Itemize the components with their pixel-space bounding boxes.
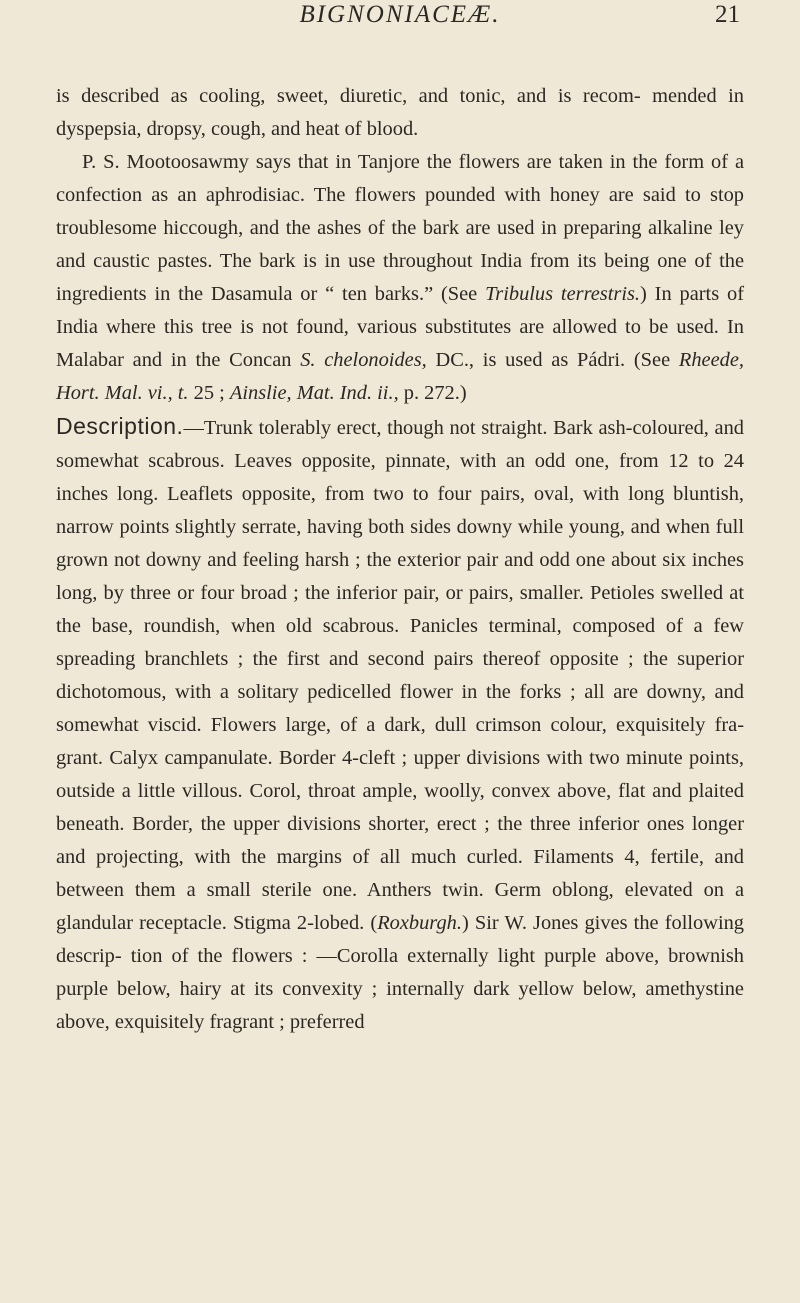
reference-chelonoides: S. chelonoides,	[300, 349, 427, 371]
paragraph-2	[56, 146, 744, 410]
paragraph-2-text-e: p. 272.)	[398, 382, 467, 404]
paragraph-2-text-d: 25 ;	[188, 382, 230, 404]
reference-tribulus: Tribulus terrestris.	[485, 283, 641, 305]
paragraph-2-text-c: DC., is used as Pádri. (See	[426, 349, 679, 371]
running-title: BIGNONIACEÆ.	[299, 1, 501, 28]
paragraph-2-text-b: ) In parts of India where this tree is not found, various substitutes are allowed to be used. In Malabar and in the Concan	[56, 283, 744, 371]
page-number: 21	[715, 1, 740, 28]
body-text	[56, 80, 744, 1039]
paragraph-3	[56, 410, 744, 1039]
paragraph-3-text-b: ) Sir W. Jones gives the following descrip- tion of the flowers : —Corolla externally light purple above, brownish purple below, hairy at its convexity ; internally dark yellow below, amethystine above, exquisitely fragrant ; preferred	[56, 912, 744, 1033]
paragraph-3-text-a: —Trunk tolerably erect, though not straight. Bark ash-coloured, and somewhat scabrous. Leaves opposite, pinnate, with an odd one, from 12 to 24 inches long. Leaflets opposite, from two to four pairs, oval, with long bluntish, narrow points slightly serrate, having both sides downy while young, and when full grown not downy and feeling harsh ; the exterior pair and odd one about six inches long, by three or four broad ; the inferior pair, or pairs, smaller. Petioles swelled at the base, roundish, when old scabrous. Panicles terminal, composed of a few spreading branchlets ; the first and second pairs thereof opposite ; the superior dichotomous, with a solitary pedicelled flower in the forks ; all are downy, and somewhat viscid. Flowers large, of a dark, dull crimson colour, exquisitely fra- grant. Calyx campanulate. Border 4-cleft ; upper divisions with two minute points, outside a little villous. Corol, throat ample, woolly, convex above, flat and plaited beneath. Border, the upper divisions shorter, erect ; the three inferior ones longer and projecting, with the margins of all much curled. Filaments 4, fertile, and between them a small sterile one. Anthers twin. Germ oblong, elevated on a glandular receptacle. Stigma 2-lobed. (	[56, 417, 744, 934]
running-head	[56, 0, 744, 54]
reference-rheede: Rheede, Hort. Mal. vi., t.	[56, 349, 744, 404]
description-heading: Description.	[56, 413, 184, 439]
paragraph-2-text-a: P. S. Mootoosawmy says that in Tanjore the flowers are taken in the form of a confection as an aphrodisiac. The flowers pounded with honey are said to stop troublesome hiccough, and the ashes of the bark are used in preparing alkaline ley and caustic pastes. The bark is in use throughout India from its being one of the ingredients in the Dasamula or “ ten barks.” (See	[56, 151, 744, 305]
reference-roxburgh: Roxburgh.	[377, 912, 462, 934]
paragraph-1-text: is described as cooling, sweet, diuretic, and tonic, and is recom- mended in dyspepsia, dropsy, cough, and heat of blood.	[56, 85, 744, 140]
reference-ainslie: Ainslie, Mat. Ind. ii.,	[229, 382, 399, 404]
paragraph-1	[56, 80, 744, 146]
